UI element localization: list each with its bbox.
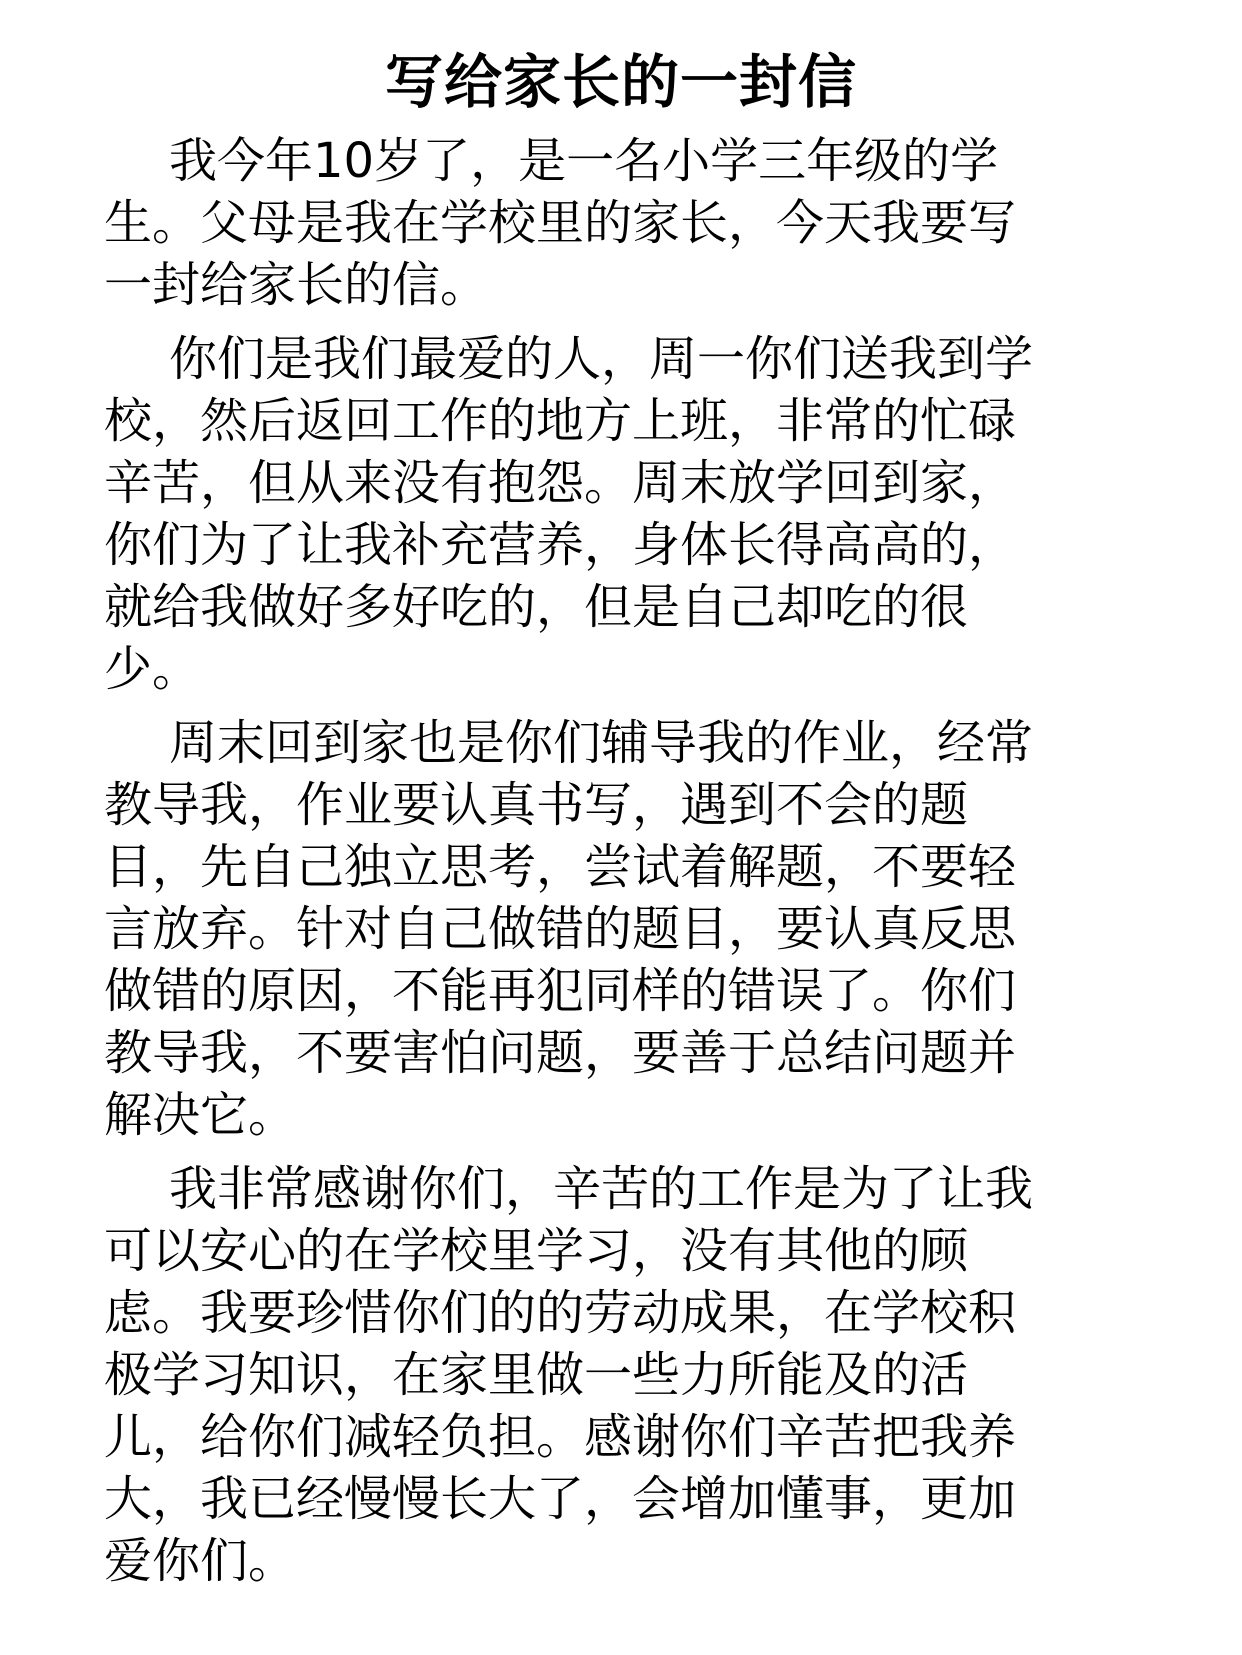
paragraph-4	[104, 1158, 1104, 1592]
text-line: 爱你们。	[104, 1533, 297, 1589]
text-line: 一封给家长的信。	[104, 257, 489, 313]
paragraph-3	[104, 712, 1104, 1146]
text-line: 辛苦，但从来没有抱怨。周末放学回到家，	[104, 455, 1017, 511]
paragraph-2	[104, 328, 1104, 700]
paragraph-1	[104, 130, 1104, 316]
text-line: 生。父母是我在学校里的家长，今天我要写	[104, 195, 1017, 251]
text-line: 可以安心的在学校里学习，没有其他的顾	[104, 1223, 969, 1279]
text-line: 周末回到家也是你们辅导我的作业，经常	[169, 715, 1034, 771]
text-line: 虑。我要珍惜你们的的劳动成果，在学校积	[104, 1285, 1017, 1341]
text-line: 教导我，作业要认真书写，遇到不会的题	[104, 777, 969, 833]
text-line: 目，先自己独立思考，尝试着解题，不要轻	[104, 839, 1017, 895]
text-line: 你们是我们最爱的人，周一你们送我到学	[169, 331, 1034, 387]
text-line: 大，我已经慢慢长大了，会增加懂事，更加	[104, 1471, 1017, 1527]
text-line: 解决它。	[104, 1087, 297, 1143]
letter-body	[104, 130, 1104, 1604]
text-line: 校，然后返回工作的地方上班，非常的忙碌	[104, 393, 1017, 449]
text-line: 就给我做好多好吃的，但是自己却吃的很	[104, 579, 969, 635]
text-line: 言放弃。针对自己做错的题目，要认真反思	[104, 901, 1017, 957]
text-line: 你们为了让我补充营养，身体长得高高的，	[104, 517, 1017, 573]
text-line: 少。	[104, 641, 201, 697]
text-line: 儿，给你们减轻负担。感谢你们辛苦把我养	[104, 1409, 1017, 1465]
text-line: 做错的原因，不能再犯同样的错误了。你们	[104, 963, 1017, 1019]
text-line: 教导我，不要害怕问题，要善于总结问题并	[104, 1025, 1017, 1081]
text-line: 极学习知识，在家里做一些力所能及的活	[104, 1347, 969, 1403]
text-line: 我非常感谢你们，辛苦的工作是为了让我	[169, 1161, 1034, 1217]
text-line: 我今年10岁了，是一名小学三年级的学	[169, 133, 999, 189]
letter-title: 写给家长的一封信	[384, 48, 857, 116]
